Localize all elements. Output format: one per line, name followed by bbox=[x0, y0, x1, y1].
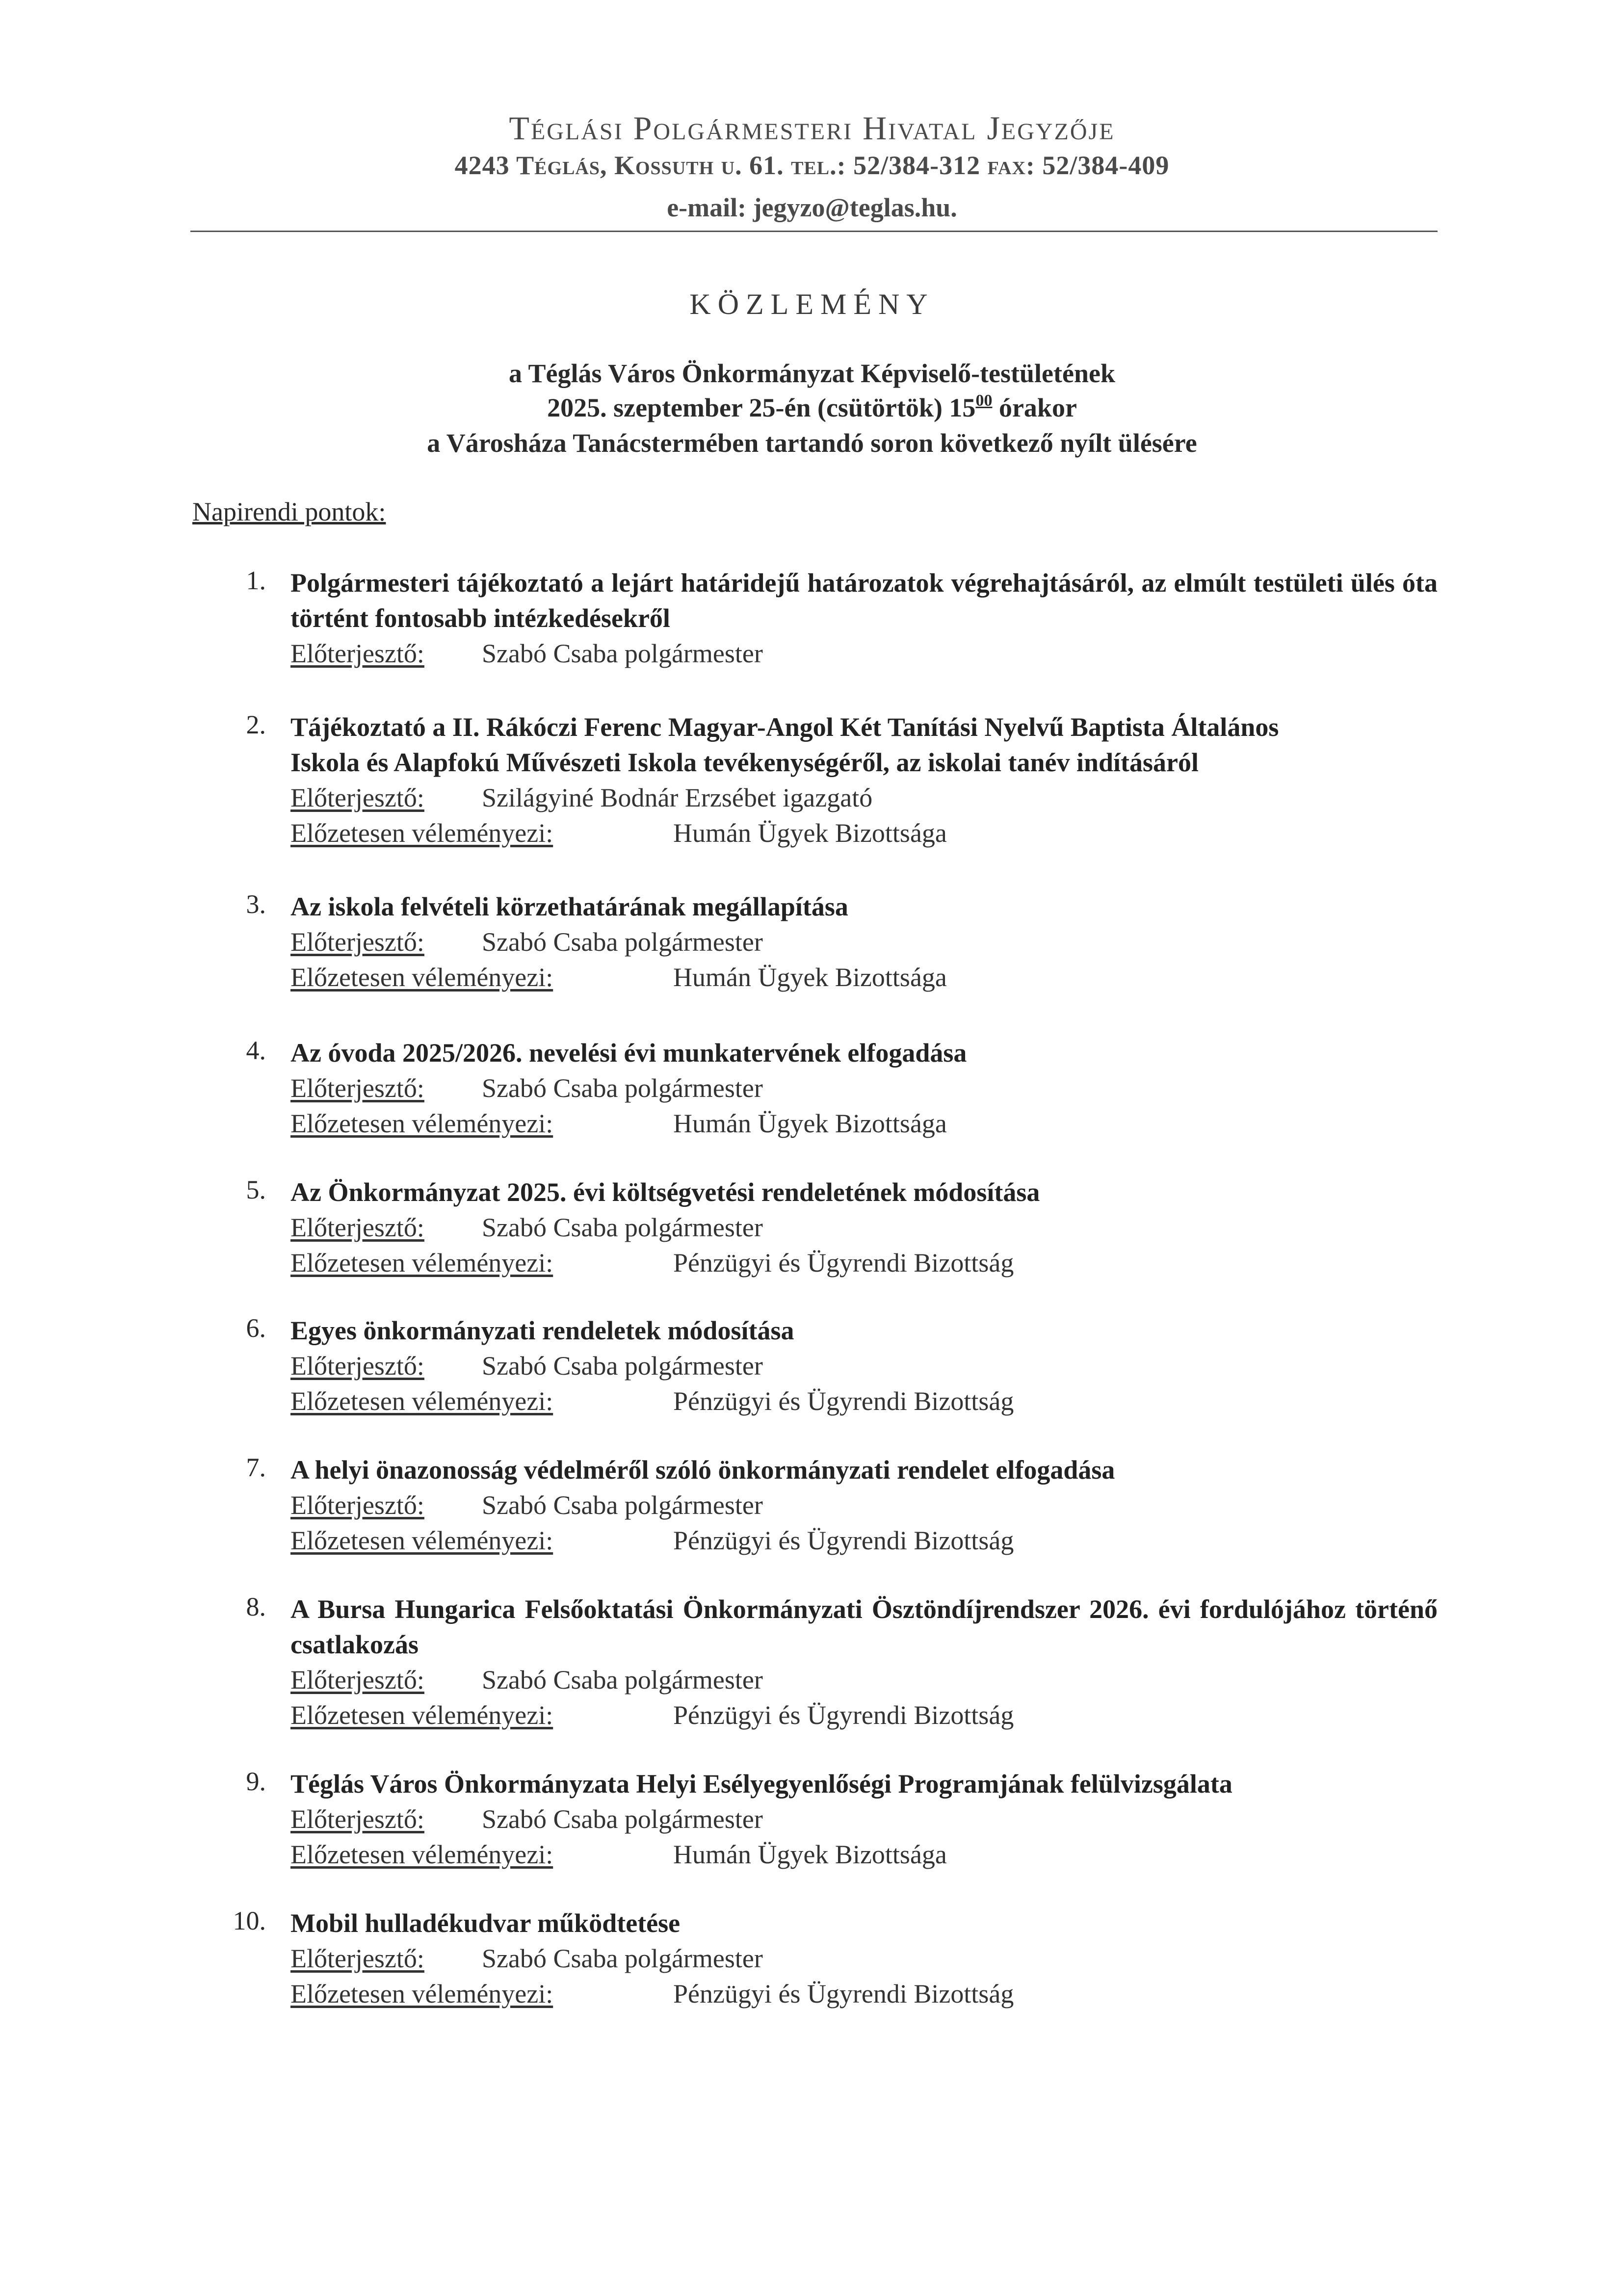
presenter-row bbox=[290, 1348, 1438, 1383]
presenter-row bbox=[290, 1801, 1438, 1837]
issuer-email: e-mail: jegyzo@teglas.hu. bbox=[667, 193, 957, 222]
presenter-label: Előterjesztő: bbox=[290, 1213, 424, 1242]
intro-line-3: a Városháza Tanácstermében tartandó soron következő nyílt ülésére bbox=[427, 428, 1197, 458]
agenda-item-title-line: Iskola és Alapfokú Művészeti Iskola tevékenységéről, az iskolai tanév indításáról bbox=[290, 748, 1199, 777]
opinion-label: Előzetesen véleményezi: bbox=[290, 1248, 553, 1278]
presenter-label: Előterjesztő: bbox=[290, 639, 424, 668]
agenda-item-body bbox=[290, 1174, 1438, 1280]
intro-line-2 bbox=[0, 392, 1624, 423]
opinion-label: Előzetesen véleményezi: bbox=[290, 1386, 553, 1416]
opinion-value: Pénzügyi és Ügyrendi Bizottság bbox=[673, 1526, 1014, 1555]
presenter-value: Szabó Csaba polgármester bbox=[482, 1213, 763, 1242]
agenda-label: Napirendi pontok: bbox=[192, 497, 386, 526]
opinion-row bbox=[290, 1976, 1438, 2011]
agenda-item-title: Az óvoda 2025/2026. nevelési évi munkatervének elfogadása bbox=[290, 1038, 967, 1068]
presenter-value: Szabó Csaba polgármester bbox=[482, 1804, 763, 1834]
agenda-item-title-line: A Bursa Hungarica Felsőoktatási Önkormányzati Ösztöndíjrendszer 2026. évi bbox=[290, 1594, 1191, 1624]
agenda-item-title: A helyi önazonosság védelméről szóló önkormányzati rendelet elfogadása bbox=[290, 1455, 1115, 1485]
opinion-row bbox=[290, 1837, 1438, 1872]
opinion-value: Humán Ügyek Bizottsága bbox=[673, 963, 947, 992]
opinion-row bbox=[290, 1383, 1438, 1419]
header-divider bbox=[190, 231, 1438, 232]
presenter-value: Szabó Csaba polgármester bbox=[482, 927, 763, 957]
presenter-value: Szilágyiné Bodnár Erzsébet igazgató bbox=[482, 783, 873, 812]
agenda-item-body bbox=[290, 1035, 1438, 1141]
opinion-value: Pénzügyi és Ügyrendi Bizottság bbox=[673, 1248, 1014, 1278]
agenda-item-title: Téglás Város Önkormányzata Helyi Esélyegyenlőségi Programjának felülvizsgálata bbox=[290, 1769, 1232, 1799]
presenter-label: Előterjesztő: bbox=[290, 1665, 424, 1695]
presenter-value: Szabó Csaba polgármester bbox=[482, 1490, 763, 1520]
agenda-item-title: Az Önkormányzat 2025. évi költségvetési rendeletének módosítása bbox=[290, 1177, 1040, 1207]
presenter-label: Előterjesztő: bbox=[290, 1351, 424, 1381]
opinion-value: Humán Ügyek Bizottsága bbox=[673, 1840, 947, 1869]
agenda-item-title-line: Tájékoztató a II. Rákóczi Ferenc Magyar-Angol Két Tanítási Nyelvű Baptista Általános bbox=[290, 712, 1279, 742]
opinion-row bbox=[290, 1106, 1438, 1141]
opinion-value: Pénzügyi és Ügyrendi Bizottság bbox=[673, 1386, 1014, 1416]
agenda-item-title bbox=[290, 709, 1438, 780]
presenter-row bbox=[290, 1210, 1438, 1245]
agenda-item-title bbox=[290, 1592, 1438, 1662]
presenter-row bbox=[290, 1487, 1438, 1523]
presenter-row bbox=[290, 1662, 1438, 1697]
agenda-item-number: 3. bbox=[246, 889, 266, 919]
opinion-label: Előzetesen véleményezi: bbox=[290, 1840, 553, 1869]
opinion-label: Előzetesen véleményezi: bbox=[290, 818, 553, 848]
opinion-label: Előzetesen véleményezi: bbox=[290, 1526, 553, 1555]
presenter-label: Előterjesztő: bbox=[290, 1073, 424, 1103]
agenda-item-number: 8. bbox=[246, 1592, 266, 1621]
issuer-title: Téglási Polgármesteri Hivatal Jegyzője bbox=[509, 109, 1115, 147]
opinion-label: Előzetesen véleményezi: bbox=[290, 963, 553, 992]
opinion-row bbox=[290, 815, 1438, 851]
opinion-row bbox=[290, 1523, 1438, 1558]
intro-time-superscript: 00 bbox=[975, 391, 993, 410]
agenda-item-number: 5. bbox=[246, 1175, 266, 1204]
agenda-item-number: 1. bbox=[246, 566, 266, 595]
opinion-row bbox=[290, 1245, 1438, 1280]
presenter-row bbox=[290, 636, 1438, 671]
presenter-row bbox=[290, 924, 1438, 960]
presenter-value: Szabó Csaba polgármester bbox=[482, 1944, 763, 1973]
agenda-item-body bbox=[290, 889, 1438, 995]
agenda-item-body bbox=[290, 1313, 1438, 1419]
presenter-label: Előterjesztő: bbox=[290, 1804, 424, 1834]
agenda-item-number: 10. bbox=[233, 1906, 266, 1935]
opinion-value: Pénzügyi és Ügyrendi Bizottság bbox=[673, 1700, 1014, 1730]
opinion-value: Pénzügyi és Ügyrendi Bizottság bbox=[673, 1979, 1014, 2009]
agenda-item-body bbox=[290, 1452, 1438, 1558]
agenda-item-body bbox=[290, 565, 1438, 671]
presenter-value: Szabó Csaba polgármester bbox=[482, 1073, 763, 1103]
agenda-item-title bbox=[290, 565, 1438, 636]
intro-line-1: a Téglás Város Önkormányzat Képviselő-testületének bbox=[509, 359, 1115, 388]
presenter-value: Szabó Csaba polgármester bbox=[482, 639, 763, 668]
presenter-label: Előterjesztő: bbox=[290, 1490, 424, 1520]
agenda-item-body bbox=[290, 1592, 1438, 1733]
opinion-label: Előzetesen véleményezi: bbox=[290, 1109, 553, 1138]
agenda-item-title-line: Polgármesteri tájékoztató a lejárt határidejű határozatok végrehajtásáról, az elmúlt bbox=[290, 568, 1246, 598]
presenter-value: Szabó Csaba polgármester bbox=[482, 1665, 763, 1695]
agenda-item-number: 9. bbox=[246, 1767, 266, 1796]
agenda-item-body bbox=[290, 1905, 1438, 2011]
agenda-item-body bbox=[290, 1766, 1438, 1872]
presenter-label: Előterjesztő: bbox=[290, 783, 424, 812]
presenter-row bbox=[290, 780, 1438, 815]
presenter-label: Előterjesztő: bbox=[290, 927, 424, 957]
opinion-row bbox=[290, 1697, 1438, 1733]
issuer-address: 4243 Téglás, Kossuth u. 61. tel.: 52/384-312 fax: 52/384-409 bbox=[454, 151, 1170, 180]
agenda-item-number: 6. bbox=[246, 1313, 266, 1343]
agenda-item-number: 2. bbox=[246, 710, 266, 739]
opinion-label: Előzetesen véleményezi: bbox=[290, 1700, 553, 1730]
document-heading: KÖZLEMÉNY bbox=[689, 288, 935, 320]
intro-time-suffix: órakor bbox=[992, 393, 1077, 422]
intro-date: 2025. szeptember 25-én (csütörtök) 15 bbox=[547, 393, 976, 422]
opinion-label: Előzetesen véleményezi: bbox=[290, 1979, 553, 2009]
agenda-item-title-line: testületi ülés óta történt fontosabb intézkedésekről bbox=[290, 568, 1438, 633]
opinion-value: Humán Ügyek Bizottsága bbox=[673, 1109, 947, 1138]
agenda-item-title: Az iskola felvételi körzethatárának megállapítása bbox=[290, 892, 848, 921]
agenda-item-body bbox=[290, 709, 1438, 851]
opinion-row bbox=[290, 960, 1438, 995]
agenda-item-title-line: fordulójához történő csatlakozás bbox=[290, 1594, 1438, 1659]
agenda-item-title: Mobil hulladékudvar működtetése bbox=[290, 1908, 681, 1938]
presenter-value: Szabó Csaba polgármester bbox=[482, 1351, 763, 1381]
presenter-label: Előterjesztő: bbox=[290, 1944, 424, 1973]
opinion-value: Humán Ügyek Bizottsága bbox=[673, 818, 947, 848]
presenter-row bbox=[290, 1070, 1438, 1106]
presenter-row bbox=[290, 1941, 1438, 1976]
agenda-item-number: 4. bbox=[246, 1036, 266, 1065]
agenda-item-number: 7. bbox=[246, 1453, 266, 1482]
agenda-item-title: Egyes önkormányzati rendeletek módosítása bbox=[290, 1316, 794, 1345]
